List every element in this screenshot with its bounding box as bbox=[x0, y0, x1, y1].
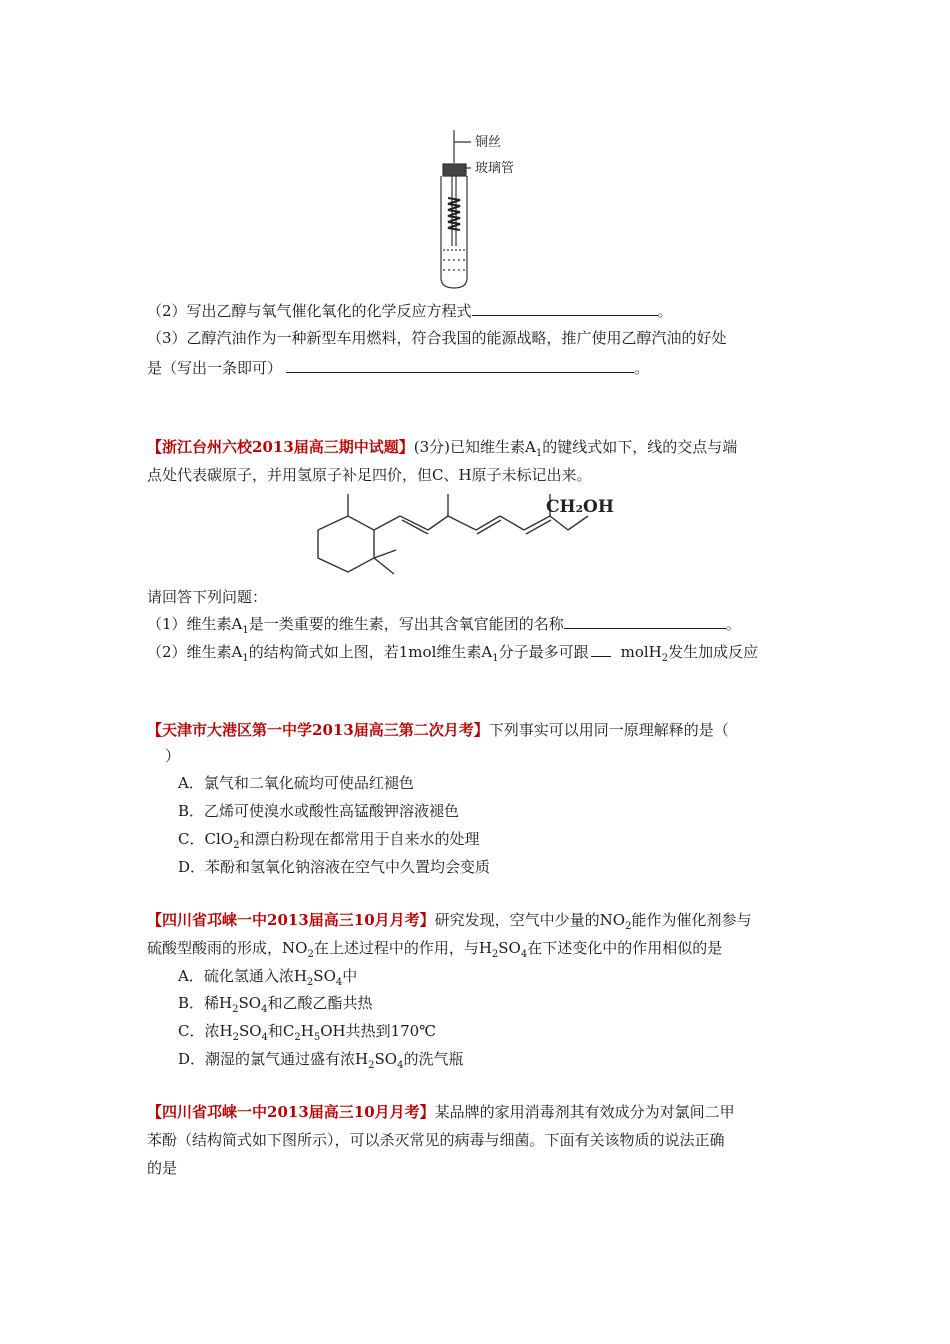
label-glass-tube: 玻璃管 bbox=[475, 161, 515, 176]
option-a[interactable]: A．硫化氢通入浓$H_2SO_4$中 bbox=[178, 967, 358, 988]
option-d[interactable]: D．潮湿的氯气通过盛有浓$H_2SO_4$的洗气瓶 bbox=[178, 1050, 464, 1071]
sichuan-question2-line3: 的是 bbox=[147, 1159, 178, 1177]
source-label: 天津市大港区第一中学2013届高三第二次月考 bbox=[162, 721, 474, 739]
tianjin-question-stem: 【天津市大港区第一中学2013届高三第二次月考】下列事实可以用同一原理解释的是（ bbox=[147, 721, 729, 739]
ch2oh-label: CH₂OH bbox=[546, 497, 614, 517]
question-3-ethanol-line2: 是（写出一条即可） 。 bbox=[147, 359, 650, 377]
tianjin-question-stem-end: ） bbox=[165, 747, 181, 765]
question-3-ethanol-line1: （3）乙醇汽油作为一种新型车用燃料，符合我国的能源战略，推广使用乙醇汽油的好处 bbox=[147, 329, 727, 347]
sichuan-question1-line2: 硫酸型酸雨的形成，$NO_2$在上述过程中的作用，与$H_2SO_4$在下述变化中的作用相似的是 bbox=[147, 939, 723, 960]
answer-blank[interactable] bbox=[564, 613, 726, 629]
question-2-ethanol: （2）写出乙醇与氧气催化氧化的化学反应方程式 。 bbox=[147, 302, 673, 320]
option-c[interactable]: C．浓$H_2SO_4$和$C_2H_5OH$共热到170℃ bbox=[178, 1022, 437, 1043]
source-label: 四川省邛崃一中2013届高三10月月考 bbox=[162, 1103, 420, 1121]
option-d[interactable]: D．苯酚和氢氧化钠溶液在空气中久置均会变质 bbox=[178, 858, 491, 876]
answer-blank[interactable] bbox=[591, 641, 611, 657]
sichuan-question2-line2: 苯酚（结构简式如下图所示），可以杀灭常见的病毒与细菌。下面有关该物质的说法正确 bbox=[147, 1131, 725, 1149]
option-a[interactable]: A．氯气和二氧化硫均可使品红褪色 bbox=[178, 774, 414, 792]
test-tube-figure bbox=[425, 128, 555, 298]
sichuan-question2-line1: 【四川省邛崃一中2013届高三10月月考】某品牌的家用消毒剂其有效成分为对氯间二甲 bbox=[147, 1103, 735, 1121]
vitamin-subquestion-1: （1）维生素$A_1$是一类重要的维生素，写出其含氧官能团的名称 。 bbox=[147, 615, 741, 636]
source-label: 浙江台州六校2013届高三期中试题 bbox=[162, 438, 399, 456]
sichuan-question1-line1: 【四川省邛崃一中2013届高三10月月考】研究发现，空气中少量的$NO_2$能作为催化剂参与 bbox=[147, 911, 752, 932]
option-b[interactable]: B．乙烯可使溴水或酸性高锰酸钾溶液褪色 bbox=[178, 802, 460, 820]
vitamin-question-line2: 点处代表碳原子，并用氢原子补足四价，但C、H原子未标记出来。 bbox=[147, 466, 592, 484]
label-copper-wire: 铜丝 bbox=[475, 135, 502, 150]
answer-blank[interactable] bbox=[472, 300, 658, 316]
vitamin-a-structure bbox=[310, 488, 630, 576]
vitamin-question-line1: 【浙江台州六校2013届高三期中试题】(3分)已知维生素$A_1$的键线式如下，线的交点与端 bbox=[147, 438, 738, 459]
vitamin-subquestion-2: （2）维生素$A_1$的结构简式如上图，若1mol维生素$A_1$分子最多可跟 molH$_2$发生加成反应 bbox=[147, 643, 759, 664]
vitamin-prompt: 请回答下列问题： bbox=[147, 588, 268, 606]
option-b[interactable]: B．稀$H_2SO_4$和乙酸乙酯共热 bbox=[178, 994, 373, 1015]
source-label: 四川省邛崃一中2013届高三10月月考 bbox=[162, 911, 420, 929]
answer-blank[interactable] bbox=[286, 357, 634, 373]
option-c[interactable]: C．ClO$_2$和漂白粉现在都常用于自来水的处理 bbox=[178, 830, 480, 851]
